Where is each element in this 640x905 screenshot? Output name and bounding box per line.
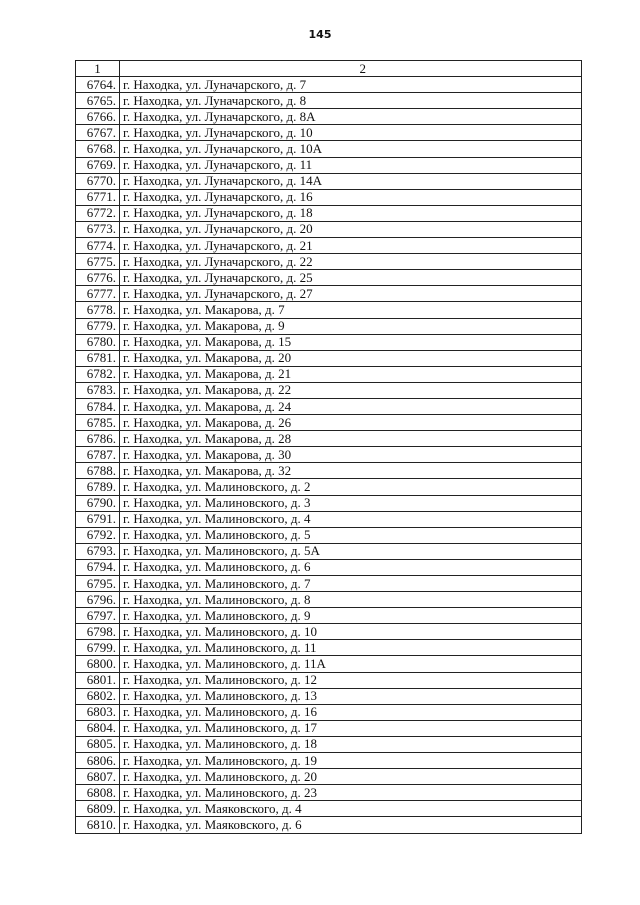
table-row [76, 543, 582, 559]
address-table [75, 60, 582, 834]
row-address: г. Находка, ул. Луначарского, д. 10А [120, 141, 582, 157]
row-number: 6799. [76, 640, 120, 656]
table-row [76, 93, 582, 109]
row-address: г. Находка, ул. Малиновского, д. 23 [120, 785, 582, 801]
row-number: 6797. [76, 608, 120, 624]
row-address: г. Находка, ул. Малиновского, д. 13 [120, 688, 582, 704]
row-address: г. Находка, ул. Малиновского, д. 6 [120, 559, 582, 575]
row-address: г. Находка, ул. Малиновского, д. 19 [120, 753, 582, 769]
row-number: 6776. [76, 270, 120, 286]
table-row [76, 109, 582, 125]
table-row [76, 736, 582, 752]
row-address: г. Находка, ул. Луначарского, д. 11 [120, 157, 582, 173]
table-row [76, 318, 582, 334]
row-address: г. Находка, ул. Макарова, д. 22 [120, 382, 582, 398]
table-row [76, 382, 582, 398]
header-col-1: 1 [76, 61, 120, 77]
row-address: г. Находка, ул. Луначарского, д. 8 [120, 93, 582, 109]
table-row [76, 640, 582, 656]
table-row [76, 688, 582, 704]
row-address: г. Находка, ул. Малиновского, д. 11 [120, 640, 582, 656]
row-number: 6801. [76, 672, 120, 688]
row-number: 6803. [76, 704, 120, 720]
row-number: 6810. [76, 817, 120, 833]
row-address: г. Находка, ул. Луначарского, д. 18 [120, 205, 582, 221]
table-row [76, 447, 582, 463]
row-address: г. Находка, ул. Малиновского, д. 10 [120, 624, 582, 640]
row-number: 6771. [76, 189, 120, 205]
table-row [76, 527, 582, 543]
table-row [76, 785, 582, 801]
row-address: г. Находка, ул. Малиновского, д. 11А [120, 656, 582, 672]
table-row [76, 238, 582, 254]
row-address: г. Находка, ул. Макарова, д. 30 [120, 447, 582, 463]
row-number: 6807. [76, 769, 120, 785]
row-number: 6775. [76, 254, 120, 270]
row-number: 6774. [76, 238, 120, 254]
row-number: 6794. [76, 559, 120, 575]
row-address: г. Находка, ул. Макарова, д. 28 [120, 431, 582, 447]
row-address: г. Находка, ул. Малиновского, д. 8 [120, 592, 582, 608]
table-row [76, 511, 582, 527]
row-number: 6784. [76, 398, 120, 414]
table-row [76, 576, 582, 592]
row-number: 6767. [76, 125, 120, 141]
row-number: 6779. [76, 318, 120, 334]
table-row [76, 817, 582, 833]
row-address: г. Находка, ул. Малиновского, д. 18 [120, 736, 582, 752]
row-number: 6769. [76, 157, 120, 173]
table-row [76, 801, 582, 817]
table-row [76, 624, 582, 640]
table-row [76, 350, 582, 366]
table-row [76, 720, 582, 736]
row-address: г. Находка, ул. Луначарского, д. 16 [120, 189, 582, 205]
table-row [76, 398, 582, 414]
row-number: 6788. [76, 463, 120, 479]
table-row [76, 173, 582, 189]
row-number: 6765. [76, 93, 120, 109]
row-address: г. Находка, ул. Луначарского, д. 14А [120, 173, 582, 189]
row-address: г. Находка, ул. Макарова, д. 32 [120, 463, 582, 479]
row-address: г. Находка, ул. Малиновского, д. 12 [120, 672, 582, 688]
row-number: 6800. [76, 656, 120, 672]
table-row [76, 302, 582, 318]
table-row [76, 769, 582, 785]
row-address: г. Находка, ул. Малиновского, д. 16 [120, 704, 582, 720]
row-address: г. Находка, ул. Луначарского, д. 10 [120, 125, 582, 141]
table-row [76, 753, 582, 769]
row-address: г. Находка, ул. Малиновского, д. 2 [120, 479, 582, 495]
row-number: 6806. [76, 753, 120, 769]
row-number: 6804. [76, 720, 120, 736]
row-address: г. Находка, ул. Малиновского, д. 17 [120, 720, 582, 736]
row-number: 6782. [76, 366, 120, 382]
row-number: 6778. [76, 302, 120, 318]
row-address: г. Находка, ул. Малиновского, д. 3 [120, 495, 582, 511]
table-row [76, 415, 582, 431]
table-row [76, 495, 582, 511]
row-address: г. Находка, ул. Луначарского, д. 21 [120, 238, 582, 254]
row-address: г. Находка, ул. Луначарского, д. 7 [120, 77, 582, 93]
row-address: г. Находка, ул. Луначарского, д. 22 [120, 254, 582, 270]
row-address: г. Находка, ул. Малиновского, д. 20 [120, 769, 582, 785]
row-address: г. Находка, ул. Луначарского, д. 8А [120, 109, 582, 125]
header-col-2: 2 [120, 61, 582, 77]
row-number: 6772. [76, 205, 120, 221]
row-number: 6795. [76, 576, 120, 592]
table-row [76, 592, 582, 608]
row-address: г. Находка, ул. Луначарского, д. 27 [120, 286, 582, 302]
row-number: 6793. [76, 543, 120, 559]
page-number: 145 [308, 28, 332, 41]
table-row [76, 608, 582, 624]
row-number: 6787. [76, 447, 120, 463]
row-address: г. Находка, ул. Макарова, д. 26 [120, 415, 582, 431]
table-row [76, 221, 582, 237]
table-row [76, 463, 582, 479]
row-number: 6802. [76, 688, 120, 704]
table-row [76, 125, 582, 141]
table-row [76, 205, 582, 221]
row-number: 6796. [76, 592, 120, 608]
row-number: 6791. [76, 511, 120, 527]
table-row [76, 479, 582, 495]
table-row [76, 270, 582, 286]
row-number: 6790. [76, 495, 120, 511]
row-address: г. Находка, ул. Луначарского, д. 25 [120, 270, 582, 286]
row-number: 6783. [76, 382, 120, 398]
table-row [76, 366, 582, 382]
table-row [76, 431, 582, 447]
row-address: г. Находка, ул. Малиновского, д. 4 [120, 511, 582, 527]
row-address: г. Находка, ул. Маяковского, д. 4 [120, 801, 582, 817]
row-number: 6764. [76, 77, 120, 93]
table-row [76, 286, 582, 302]
row-number: 6809. [76, 801, 120, 817]
table-row [76, 77, 582, 93]
table-row [76, 334, 582, 350]
table-row [76, 141, 582, 157]
row-number: 6808. [76, 785, 120, 801]
row-number: 6785. [76, 415, 120, 431]
table-row [76, 704, 582, 720]
row-address: г. Находка, ул. Макарова, д. 21 [120, 366, 582, 382]
table-header-row [76, 61, 582, 77]
row-address: г. Находка, ул. Макарова, д. 24 [120, 398, 582, 414]
row-number: 6768. [76, 141, 120, 157]
row-address: г. Находка, ул. Маяковского, д. 6 [120, 817, 582, 833]
table-row [76, 157, 582, 173]
row-number: 6773. [76, 221, 120, 237]
row-address: г. Находка, ул. Малиновского, д. 5 [120, 527, 582, 543]
row-address: г. Находка, ул. Макарова, д. 20 [120, 350, 582, 366]
table-row [76, 672, 582, 688]
row-number: 6805. [76, 736, 120, 752]
row-address: г. Находка, ул. Макарова, д. 15 [120, 334, 582, 350]
table-row [76, 189, 582, 205]
table-row [76, 656, 582, 672]
row-number: 6770. [76, 173, 120, 189]
row-number: 6792. [76, 527, 120, 543]
row-address: г. Находка, ул. Малиновского, д. 9 [120, 608, 582, 624]
row-number: 6780. [76, 334, 120, 350]
row-address: г. Находка, ул. Луначарского, д. 20 [120, 221, 582, 237]
row-number: 6789. [76, 479, 120, 495]
row-number: 6786. [76, 431, 120, 447]
row-address: г. Находка, ул. Макарова, д. 9 [120, 318, 582, 334]
row-number: 6766. [76, 109, 120, 125]
row-address: г. Находка, ул. Малиновского, д. 7 [120, 576, 582, 592]
row-address: г. Находка, ул. Макарова, д. 7 [120, 302, 582, 318]
table-row [76, 254, 582, 270]
row-number: 6781. [76, 350, 120, 366]
row-address: г. Находка, ул. Малиновского, д. 5А [120, 543, 582, 559]
row-number: 6798. [76, 624, 120, 640]
row-number: 6777. [76, 286, 120, 302]
table-row [76, 559, 582, 575]
